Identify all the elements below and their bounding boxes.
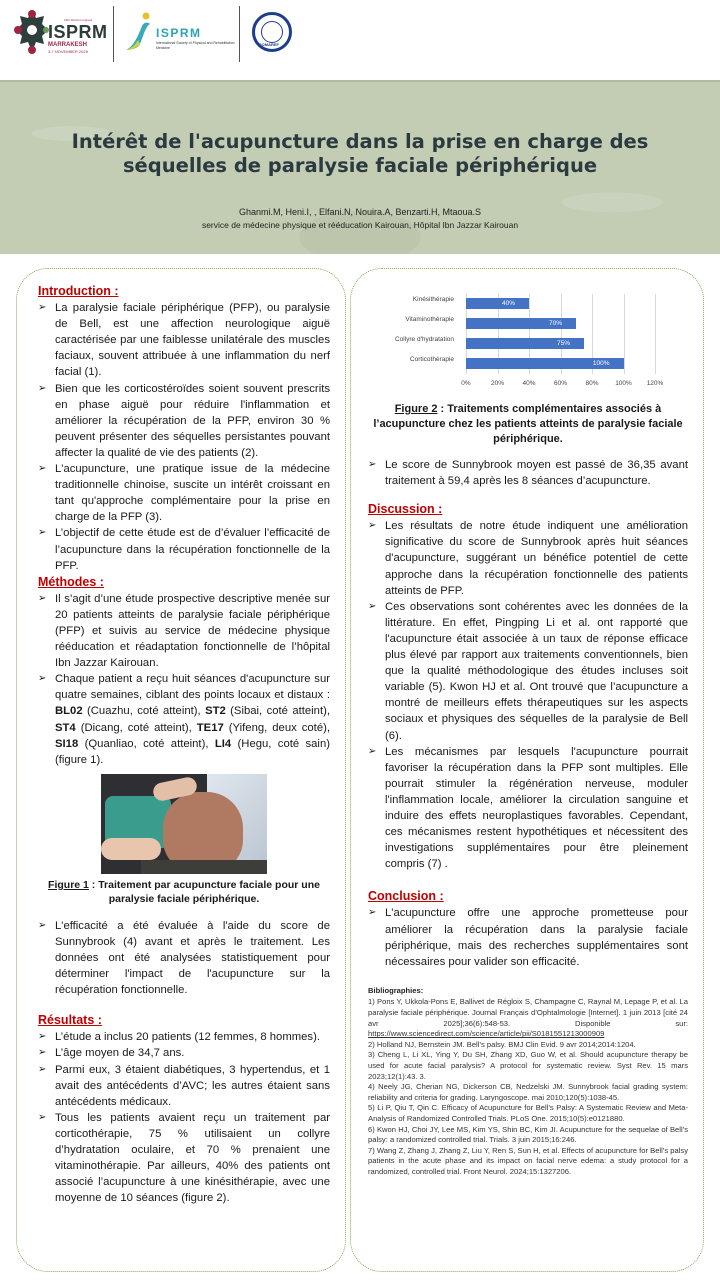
figure2-chart	[370, 288, 690, 398]
divider	[113, 6, 114, 62]
somaref-logo	[252, 12, 292, 52]
list-item: ➢ Les mécanismes par lesquels l'acupuncture pourrait favoriser la récupération dans la PFP sont multiples. Elle pourrait stimuler la régénération nerveuse, moduler l'inflammation locale, améliorer la circulation sanguine et induire des effets neuroplastiques favorables. Cependant, ces mécanismes restent hypothétiques et nécessitent des investigations supplémentaires pour être pleinement compris (7) .	[368, 744, 688, 873]
figure2-text: : Traitements complémentaires associés à l’acupuncture chez les patients atteints de paralysie faciale périphérique.	[373, 403, 683, 445]
chart-category: Collyre d'hydratation	[394, 336, 454, 343]
figure1-caption	[38, 878, 330, 906]
congress-city: MARRAKESH	[48, 42, 87, 48]
bibliography	[368, 986, 688, 1178]
left-column	[38, 283, 330, 1206]
somaref-name: SOMAREF	[259, 42, 279, 47]
x-tick: 20%	[490, 380, 504, 387]
list-item: ➢ L'acupuncture offre une approche prometteuse pour améliorer la récupération dans la paralysie faciale périphérique, mais des recherches supplémentaires sont nécessaires pour valider son efficacité.	[368, 905, 688, 969]
acupoint-desc: (Yifeng, deux coté),	[223, 721, 330, 734]
acupoint-desc: (Cuazhu, coté atteint),	[82, 705, 206, 718]
conclusion-list	[368, 905, 688, 969]
resultats-list	[38, 1029, 330, 1206]
figure-swoosh-icon	[124, 10, 156, 52]
society-desc: International Society of Physical and Rehabilitation Medicine	[156, 41, 235, 50]
header-banner	[0, 80, 720, 254]
acupoint-desc: (Dicang, coté atteint),	[75, 721, 197, 734]
vitruvian-icon	[261, 21, 283, 43]
list-item: ➢ Ces observations sont cohérentes avec les données de la littérature. En effet, Pingping Li et al. ont rapporté que l'acupuncture était associée à un taux de réponse efficace plus élevé par rapport aux traitements conventionnels, bien que la qualité méthodologique des études incluses soit variable (5). Kwon HJ et al. Ont trouvé que l’acupuncture a montré de meilleurs effets thérapeutiques sur les aspects sociaux et physiques des séquelles de la paralysie de Bell (6).	[368, 599, 688, 744]
list-item: ➢ L’étude a inclus 20 patients (12 femmes, 8 hommes).	[38, 1029, 330, 1045]
society-name: ISPRM	[156, 26, 202, 40]
acupoint-desc: (Quanliao, coté atteint),	[78, 737, 215, 750]
resultats-title: Résultats :	[38, 1013, 102, 1028]
list-item: ➢ L'acupuncture, une pratique issue de la médecine traditionnelle chinoise, suscite un intérêt croissant en tant qu'approche complémentaire pour la prise en charge de la PFP (3).	[38, 461, 330, 525]
x-tick: 40%	[522, 380, 536, 387]
item-text: Chaque patient a reçu huit séances d'acupuncture sur quatre semaines, ciblant des points locaux et distaux :	[55, 673, 330, 702]
introduction-title: Introduction :	[38, 284, 119, 298]
list-item: ➢ L’objectif de cette étude est de d’évaluer l’efficacité de l’acupuncture dans la récupération fonctionnelle de la PFP.	[38, 525, 330, 573]
acupoint-code: SI18	[55, 737, 79, 750]
methodes-list	[38, 591, 330, 768]
list-item: ➢ L'efficacité a été évaluée à l'aide du score de Sunnybrook (4) avant et après le traitement. Les données ont été analysées statistiquement pour déterminer l'impact de l'acupuncture sur la récupération fonctionnelle.	[38, 918, 330, 998]
figure2-caption	[368, 402, 688, 447]
sunnybrook-list	[368, 457, 688, 489]
list-item: ➢ Bien que les corticostéroïdes soient souvent prescrits en phase aiguë pour réduire l'inflammation et améliorer la récupération de la PFP, environ 30 % peuvent présenter des séquelles persistantes pouvant affecter la qualité de vie des patients (2).	[38, 381, 330, 461]
list-item: ➢ Il s’agit d’une étude prospective descriptive menée sur 20 patients atteints de paralysie faciale périphérique (PFP) et suivis au service de médecine physique rééducation et réadaptation fonctionnelle de l’hôpital Ibn Jazzar Kairouan.	[38, 591, 330, 671]
reference-item: 3) Cheng L, Li XL, Ying Y, Du SH, Zhang XD, Guo W, et al. Should acupuncture therapy be used for acute facial paralysis? A protocol for systematic review. Syst Rev. 15 mars 2023;12(1):43. 3.	[368, 1050, 688, 1081]
acupoint-code: BL02	[55, 705, 83, 718]
introduction-list	[38, 300, 330, 574]
x-tick: 100%	[615, 380, 632, 387]
reference-item: 7) Wang Z, Zhang J, Zhang Z, Liu Y, Ren S, Sun H, et al. Effects of acupuncture for Bell’s palsy patients in the acute phase and its impact on facial nerve edema: a study protocol for a randomized, controlled trial. Front Neurol. 2024;15:1327206.	[368, 1145, 688, 1176]
chart-bar: 100%	[466, 358, 624, 369]
list-item: ➢ La paralysie faciale périphérique (PFP), ou paralysie de Bell, est une affection neurologique aiguë caractérisée par une faiblesse unilatérale des muscles faciaux, souvent attribuée à une inflammation du nerf facial (1).	[38, 300, 330, 380]
chart-bar: 75%	[466, 338, 584, 349]
chart-category: Vitaminothérapie	[405, 316, 454, 323]
conclusion-title: Conclusion :	[368, 889, 444, 904]
list-item: ➢ Parmi eux, 3 étaient diabétiques, 3 hypertendus, et 1 avait des antécédents d’AVC; les autres étaient sans antécédents médicaux.	[38, 1062, 330, 1110]
chart-plot-area	[466, 294, 655, 374]
congress-edition: 19th World Congress	[64, 18, 93, 22]
x-tick: 120%	[646, 380, 664, 387]
acupoint-code: TE17	[196, 721, 224, 734]
congress-dates: 3-7 NOVEMBER 2025	[48, 49, 88, 54]
figure1-label: Figure 1	[48, 878, 89, 891]
list-item: ➢ Tous les patients avaient reçu un traitement par corticothérapie, 75 % utilisaient un collyre d’hydratation oculaire, et 70 % prenaient une vitaminothérapie. Par ailleurs, 40% des patients ont associé l’acupuncture à une kinésithérapie, avec une moyenne de 10 séances (figure 2).	[38, 1110, 330, 1207]
discussion-title: Discussion :	[368, 502, 443, 517]
affiliation: service de médecine physique et rééducation Kairouan, Hôpital Ibn Jazzar Kairouan	[201, 220, 519, 230]
right-column	[368, 398, 688, 1178]
isprm-society-logo	[124, 10, 235, 60]
acupoint-code: ST2	[205, 705, 226, 718]
reference-link[interactable]: https://www.sciencedirect.com/science/article/pii/S0181551213000909	[368, 1029, 605, 1039]
figure1-text: : Traitement par acupuncture faciale pour une paralysie faciale périphérique.	[88, 878, 320, 905]
x-tick: 0%	[461, 380, 471, 387]
isprm-congress-logo	[14, 6, 108, 62]
reference-item: 6) Kwon HJ, Choi JY, Lee MS, Kim YS, Shin BC, Kim JI. Acupuncture for the sequelae of Bell’s palsy: a randomized controlled trial. Trials. 3 juin 2015;16:246.	[368, 1124, 688, 1145]
reference-text: 1) Pons Y, Ukkola-Pons E, Ballivet de Régloix S, Champagne C, Raynal M, Lepage P, et al. La paralysie faciale périphérique. Journal Français d’Ophtalmologie [Internet]. 1 juin 2013 [cité 24 avr 2025];36(6):548-53. Disponible sur:	[368, 997, 688, 1028]
reference-item: 4) Neely JG, Cherian NG, Dickerson CB, Nedzelski JM. Sunnybrook facial grading system: reliability and criteria for grading. Laryngoscope. mai 2010;120(5):1038-45.	[368, 1082, 688, 1102]
congress-name: ISPRM	[48, 22, 108, 42]
list-item: ➢ Les résultats de notre étude indiquent une amélioration significative du score de Sunnybrook après huit séances d'acupuncture, suggérant un bénéfice potentiel de cette approche dans la récupération fonctionnelle des patients atteints de PFP.	[368, 518, 688, 598]
figure1-photo	[101, 774, 267, 874]
reference-item	[368, 997, 688, 1039]
x-tick: 60%	[553, 380, 567, 387]
chart-category: Corticothérapie	[409, 356, 454, 363]
authors: Ghanmi.M, Heni.I, , Elfani.N, Nouira.A, Benzarti.H, Mtaoua.S	[238, 207, 482, 217]
discussion-list	[368, 518, 688, 872]
acupoint-desc: (Sibai, coté atteint),	[225, 705, 331, 718]
divider	[239, 6, 240, 62]
chart-bar: 40%	[466, 298, 529, 309]
acupoint-code: LI4	[214, 737, 232, 750]
methodes-list-2	[38, 918, 330, 998]
bibliography-title: Bibliographies:	[368, 985, 424, 995]
reference-item: 5) Li P, Qiu T, Qin C. Efficacy of Acupuncture for Bell’s Palsy: A Systematic Review and Meta-Analysis of Randomized Controlled Trials. PLoS One. 2015;10(5):e0121880.	[368, 1103, 688, 1123]
star-flower-icon	[14, 8, 50, 56]
poster-title: Intérêt de l'acupuncture dans la prise en charge des séquelles de paralysie faciale périphérique	[71, 130, 649, 177]
x-tick: 80%	[585, 380, 599, 387]
list-item: ➢ L’âge moyen de 34,7 ans.	[38, 1045, 330, 1061]
acupoint-desc: (Hegu, coté sain) (figure 1).	[55, 737, 330, 766]
list-item	[38, 671, 330, 768]
methodes-title: Méthodes :	[38, 574, 104, 589]
chart-category: Kinésithérapie	[412, 296, 454, 303]
logos-bar	[0, 0, 720, 78]
figure2-label: Figure 2	[394, 403, 438, 415]
chart-bar: 70%	[466, 318, 576, 329]
reference-item: 2) Holland NJ, Bernstein JM. Bell’s palsy. BMJ Clin Evid. 9 avr 2014;2014:1204.	[368, 1039, 636, 1049]
acupoint-code: ST4	[55, 721, 76, 734]
list-item: ➢ Le score de Sunnybrook moyen est passé de 36,35 avant traitement à 59,4 après les 8 séances d’acupuncture.	[368, 457, 688, 489]
